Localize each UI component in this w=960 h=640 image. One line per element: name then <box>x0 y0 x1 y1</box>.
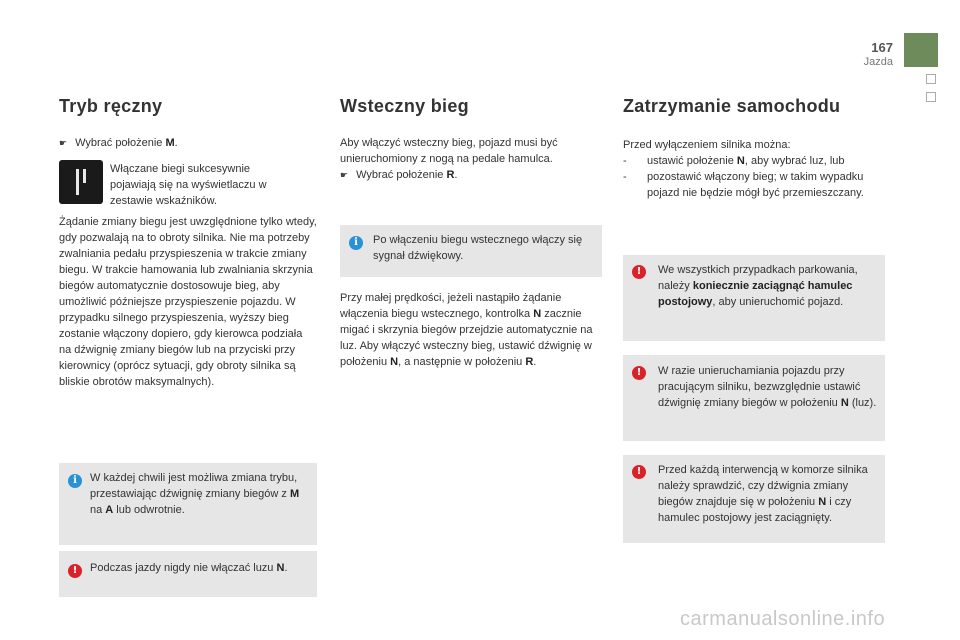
warning-icon: ! <box>632 465 646 479</box>
heading-stopping-vehicle: Zatrzymanie samochodu <box>623 96 841 116</box>
tab-marker-1 <box>926 74 936 84</box>
info-box-reverse-beep <box>340 225 602 277</box>
watermark: carmanualsonline.info <box>680 608 886 630</box>
gear-note: Włączane biegi sukcesywnie pojawiają się na wyświetlaczu w zestawie wskaźników. <box>110 163 267 207</box>
warning-box-parking-brake <box>623 255 885 341</box>
reverse-intro: Aby włączyć wsteczny bieg, pojazd musi być unieruchomiony z nogą na pedale hamulca. <box>340 137 558 165</box>
bullet-select-r: ☛ Wybrać położenie R. <box>340 169 458 181</box>
warning-icon: ! <box>632 366 646 380</box>
page-number: 167 <box>871 40 893 55</box>
stopping-intro: Przed wyłączeniem silnika można: <box>623 139 791 151</box>
stopping-options-list <box>623 153 885 201</box>
heading-manual-mode: Tryb ręczny <box>59 96 163 116</box>
chapter-name: Jazda <box>863 56 893 68</box>
heading-reverse-gear: Wsteczny bieg <box>340 96 469 116</box>
list-item: - ustawić położenie N, aby wybrać luz, lub <box>623 155 845 167</box>
info-box-text: Po włączeniu biegu wstecznego włączy się sygnał dźwiękowy. <box>373 234 583 262</box>
warning-box-text: We wszystkich przypadkach parkowania, należy koniecznie zaciągnąć hamulec postojowy, aby unieruchomić pojazd. <box>658 264 858 308</box>
manual-mode-body: Żądanie zmiany biegu jest uwzględnione tylko wtedy, gdy pozwalają na to obroty silnika. Nie ma potrzeby zwalniania pedału przyspieszenia w trakcie zmiany biegu. W trakcie hamowania lub zwalniania skrzynia biegów automatycznie dostosowuje bieg, aby umożliwić późniejsze przyspieszenie pojazdu. W przypadku silnego przyspieszenia, wyższy bieg zostanie włączony dopiero, gdy kierowca podziała na dźwignię zmiany biegów lub na przyciski przy kierownicy (oprócz sytuacji, gdy obroty silnika są bliskie obrotów maksymalnych). <box>59 216 317 388</box>
warning-box-engine-compartment <box>623 455 885 543</box>
arrow-bullet-icon: ☛ <box>340 171 349 181</box>
warning-box-text: W razie unieruchamiania pojazdu przy pracującym silniku, bezwzględnie ustawić dźwignię zmiany biegów w położeniu N (luz). <box>658 365 877 409</box>
list-item: - pozostawić włączony bieg; w takim wypadku pojazd nie będzie mógł być przemieszczany. <box>623 171 864 199</box>
warning-box-text: Przed każdą interwencją w komorze silnika należy sprawdzić, czy dźwignia zmiany biegów znajduje się w położeniu N i czy hamulec postojowy jest zaciągnięty. <box>658 464 868 524</box>
info-icon: i <box>68 474 82 488</box>
info-box-text: W każdej chwili jest możliwa zmiana trybu, przestawiając dźwignię zmiany biegów z M na A lub odwrotnie. <box>90 472 300 516</box>
chapter-tab <box>904 33 938 67</box>
warning-icon: ! <box>68 564 82 578</box>
arrow-bullet-icon: ☛ <box>59 139 68 149</box>
bullet-select-m: ☛ Wybrać położenie M. <box>59 137 178 149</box>
info-icon: i <box>349 236 363 250</box>
warning-box-engine-running <box>623 355 885 441</box>
info-box-mode-switch <box>59 463 317 545</box>
tab-marker-2 <box>926 92 936 102</box>
gear-indicator-icon <box>59 160 103 204</box>
warning-box-neutral <box>59 551 317 597</box>
warning-box-text: Podczas jazdy nigdy nie włączać luzu N. <box>90 562 288 574</box>
warning-icon: ! <box>632 265 646 279</box>
reverse-body: Przy małej prędkości, jeżeli nastąpiło żądanie włączenia biegu wstecznego, kontrolka N zacznie migać i skrzynia biegów przejdzie automatycznie na luz. Aby włączyć wsteczny bieg, ustawić dźwignię w położeniu N, a następnie w położeniu R. <box>340 292 593 368</box>
